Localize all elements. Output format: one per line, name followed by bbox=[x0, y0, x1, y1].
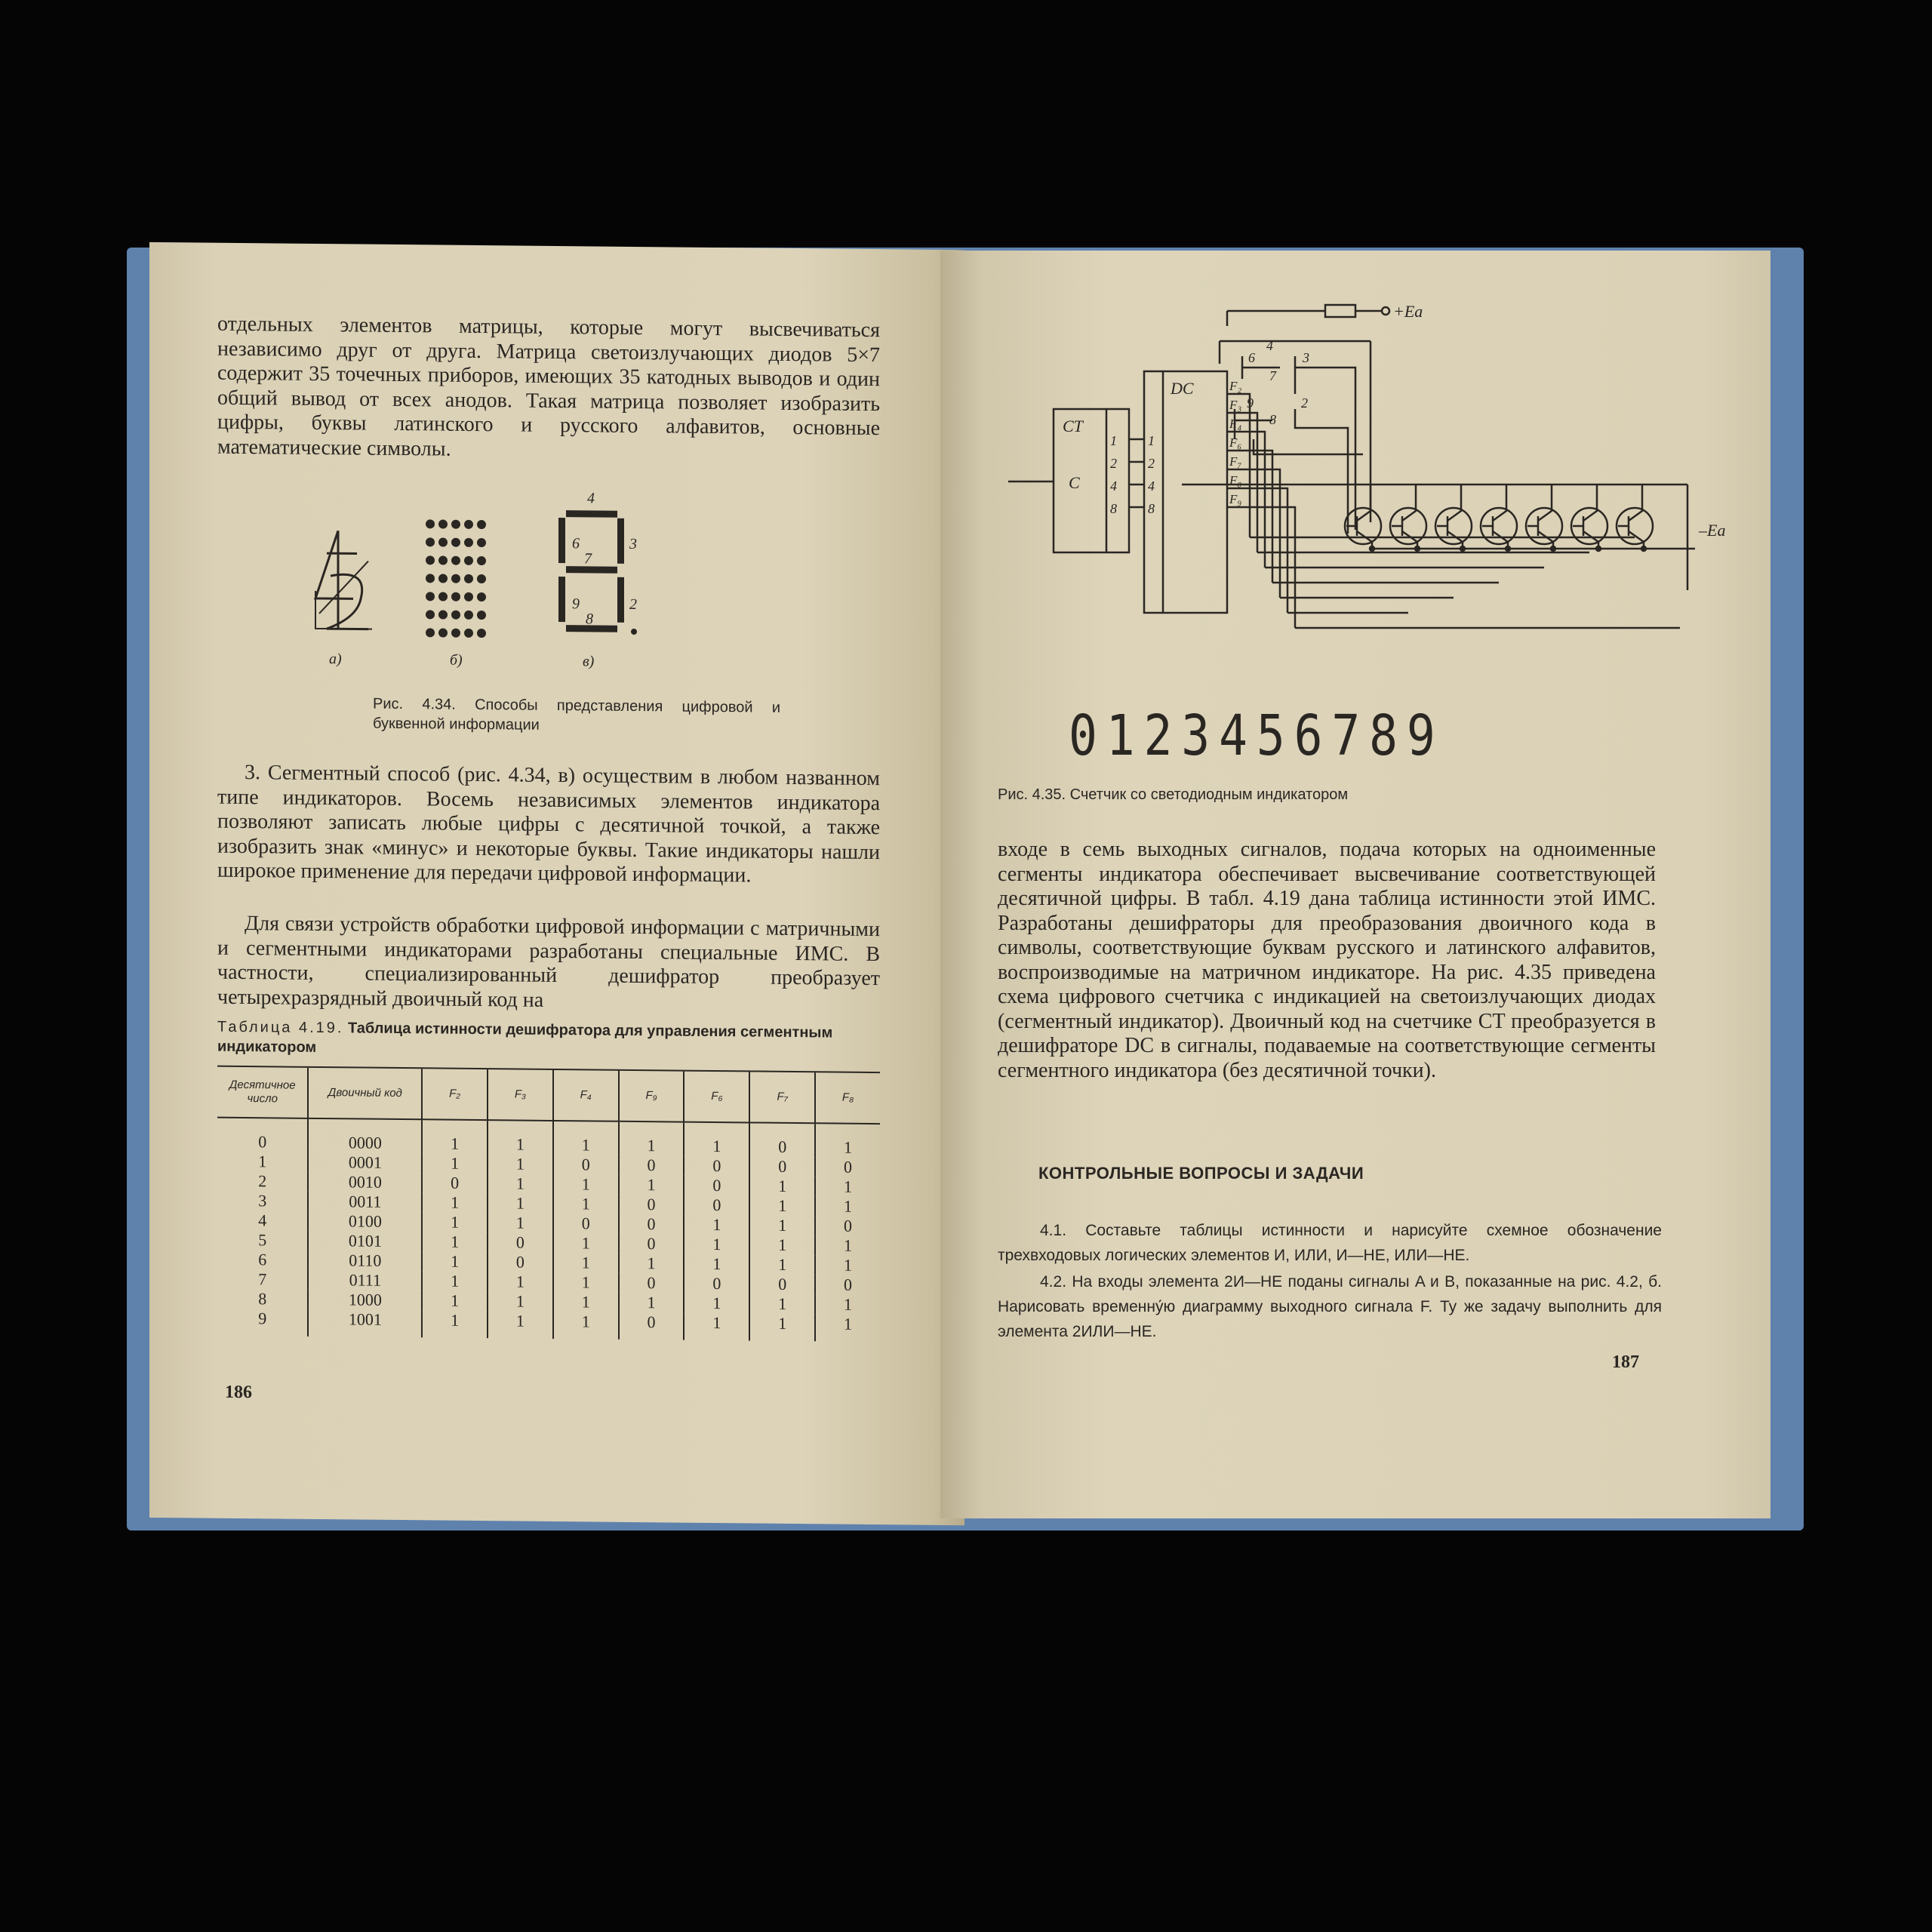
matrix-dot bbox=[464, 629, 473, 638]
table-cell: 1 bbox=[553, 1174, 619, 1195]
dc-input-label: 4 bbox=[1148, 478, 1155, 494]
matrix-dot bbox=[451, 520, 460, 529]
segment-label: 2 bbox=[629, 595, 637, 614]
figure-4-34 bbox=[285, 485, 859, 672]
letter-overlay-drawing bbox=[315, 531, 372, 629]
table-cell: 1 bbox=[422, 1251, 488, 1272]
matrix-dot bbox=[477, 611, 486, 620]
resistor bbox=[1325, 305, 1355, 317]
table-cell: 1 bbox=[684, 1313, 749, 1341]
matrix-dot bbox=[464, 556, 473, 565]
matrix-dot bbox=[426, 628, 435, 637]
table-cell: 1 bbox=[619, 1254, 685, 1274]
seven-segment-digits: 0123456789 bbox=[1069, 703, 1444, 768]
question-4-1-text: 4.1. Составьте таблицы истинности и нарисуйте схемное обозначение трехвходовых логических элементов И, ИЛИ, И—НЕ, ИЛИ—НЕ. bbox=[998, 1222, 1662, 1264]
table-cell: 1 bbox=[488, 1154, 553, 1174]
segment-label: 4 bbox=[1266, 338, 1273, 353]
transistor bbox=[1526, 485, 1562, 551]
table-row bbox=[217, 1309, 880, 1342]
matrix-dot bbox=[464, 592, 473, 601]
table-cell: 1 bbox=[749, 1176, 815, 1196]
table-cell: 1 bbox=[488, 1291, 553, 1312]
matrix-dot bbox=[438, 574, 448, 583]
segment-label: 6 bbox=[1248, 350, 1255, 365]
figure-label-b: б) bbox=[450, 651, 463, 669]
right-paragraph-1-text: входе в семь выходных сигналов, подача которых на одноименные сегменты индикатора обеспечивает высвечивание соответствующей десятичной цифры. В табл. 4.19 дана таблица истинности этой ИМС. Разработаны дешифраторы для преобразования двоичного кода в символы, соответствующие буквам русского и латинского алфавитов, воспроизводимые на матричном индикаторе. На рис. 4.35 приведена схема цифрового счетчика с индикацией на светоизлучающих диодах (сегментный индикатор). Двоичный код на счетчике CT преобразуется в дешифраторе DC в сигналы, подаваемые на соответствующие сегменты сегментного индикатора (без десятичной точки). bbox=[998, 838, 1656, 1082]
table-cell: 0111 bbox=[308, 1270, 422, 1291]
table-cell: 0 bbox=[684, 1176, 749, 1196]
decoder-label: DC bbox=[1171, 379, 1194, 398]
segment-label: 7 bbox=[1269, 368, 1276, 383]
table-cell: 0 bbox=[258, 1132, 267, 1152]
table-cell: 1 bbox=[488, 1193, 553, 1214]
left-page-number: 186 bbox=[225, 1382, 252, 1403]
left-paragraph-1-text: отдельных элементов матрицы, которые могут высвечиваться независимо друг от друга. Матрица светоизлучающих диодов 5×7 содержит 35 точечных приборов, имеющих 35 катодных выводов и один общий вывод от всех анодов. Такая матрица позволяет изобразить цифры, буквы латинского и русского алфавитов, основные математические символы. bbox=[217, 312, 880, 461]
table-cell: 7 bbox=[258, 1269, 267, 1289]
matrix-dot bbox=[438, 592, 448, 601]
table-cell: 1001 bbox=[308, 1309, 422, 1337]
matrix-dot bbox=[426, 537, 435, 546]
table-cell: 1 bbox=[553, 1194, 619, 1214]
segment-label: 9 bbox=[1247, 395, 1254, 411]
table-cell: 1 bbox=[815, 1196, 880, 1217]
dc-input-label: 8 bbox=[1148, 501, 1155, 516]
matrix-dot bbox=[438, 628, 448, 637]
table-cell: 1 bbox=[619, 1121, 685, 1156]
matrix-dot bbox=[438, 555, 448, 565]
table-cell: 0 bbox=[749, 1122, 815, 1157]
matrix-dot bbox=[426, 574, 435, 583]
matrix-dot bbox=[438, 519, 448, 528]
dc-input-label: 1 bbox=[1148, 433, 1155, 448]
table-cell: 0 bbox=[488, 1252, 553, 1272]
table-cell: 0010 bbox=[308, 1172, 422, 1192]
segment-label: 4 bbox=[587, 490, 595, 507]
segment-label: 8 bbox=[586, 611, 593, 628]
table-header-cell: Десятичное число bbox=[229, 1078, 296, 1106]
table-cell: 1 bbox=[553, 1312, 619, 1340]
truth-table-header bbox=[217, 1067, 880, 1124]
matrix-dot bbox=[451, 592, 460, 601]
left-page bbox=[149, 242, 964, 1525]
table-cell: 1 bbox=[684, 1235, 749, 1255]
left-paragraph-2 bbox=[217, 761, 880, 890]
matrix-dot bbox=[464, 574, 473, 583]
table-cell: 1 bbox=[684, 1215, 749, 1235]
matrix-dot bbox=[451, 556, 460, 565]
table-cell: 1 bbox=[553, 1121, 619, 1155]
supply-plus-label: +Eа bbox=[1393, 302, 1423, 321]
table-header-cell: F₄ bbox=[553, 1070, 619, 1121]
table-cell: 5 bbox=[258, 1230, 267, 1250]
transistor bbox=[1617, 485, 1653, 551]
left-paragraph-2-text: 3. Сегментный способ (рис. 4.34, в) осуществим в любом названном типе индикаторов. Восемь независимых элементов индикатора позволяют записать любые цифры с десятичной точкой, а также изобразить знак «минус» и некоторые буквы. Такие индикаторы нашли широкое применение для передачи цифровой информации. bbox=[217, 761, 880, 888]
table-cell: 1 bbox=[815, 1255, 880, 1275]
table-cell: 2 bbox=[258, 1171, 267, 1191]
table-cell: 0 bbox=[619, 1312, 685, 1340]
table-cell: 1 bbox=[422, 1212, 488, 1232]
decoder-block bbox=[1144, 371, 1227, 613]
left-paragraph-3 bbox=[217, 912, 880, 1016]
right-page bbox=[940, 251, 1770, 1518]
matrix-dot bbox=[438, 610, 448, 619]
table-header-cell: F₉ bbox=[619, 1071, 685, 1122]
matrix-dot bbox=[451, 611, 460, 620]
table-cell: 1 bbox=[749, 1215, 815, 1235]
table-cell: 0 bbox=[619, 1273, 685, 1294]
matrix-dot bbox=[451, 538, 460, 547]
table-cell: 1 bbox=[422, 1119, 488, 1154]
table-cell: 0 bbox=[749, 1156, 815, 1177]
table-cell: 1 bbox=[488, 1213, 553, 1233]
table-cell: 1 bbox=[422, 1192, 488, 1213]
table-cell: 1 bbox=[422, 1291, 488, 1311]
table-cell: 1 bbox=[749, 1195, 815, 1216]
questions-heading: КОНТРОЛЬНЫЕ ВОПРОСЫ И ЗАДАЧИ bbox=[1038, 1164, 1364, 1183]
seven-segment-diagram bbox=[558, 510, 637, 635]
table-cell: 6 bbox=[258, 1250, 267, 1269]
table-cell: 3 bbox=[258, 1191, 267, 1211]
segment-label: 9 bbox=[572, 595, 580, 613]
dc-output-label: F₈ bbox=[1229, 473, 1242, 488]
table-cell: 1 bbox=[258, 1152, 267, 1171]
table-cell: 4 bbox=[258, 1211, 267, 1230]
table-cell: 1 bbox=[815, 1314, 880, 1342]
figure-4-34-caption: Рис. 4.34. Способы представления цифровой и буквенной информации bbox=[373, 695, 780, 734]
table-cell: 8 bbox=[258, 1289, 267, 1309]
table-cell: 1 bbox=[488, 1272, 553, 1292]
table-cell: 1 bbox=[553, 1292, 619, 1312]
table-cell: 0 bbox=[619, 1214, 685, 1235]
clock-input-label: C bbox=[1069, 473, 1080, 492]
table-cell: 1 bbox=[749, 1235, 815, 1255]
table-cell: 1 bbox=[619, 1175, 685, 1195]
transistor bbox=[1345, 485, 1381, 551]
table-cell: 0011 bbox=[308, 1192, 422, 1212]
table-cell: 1 bbox=[749, 1313, 815, 1341]
table-cell: 0 bbox=[619, 1155, 685, 1176]
segment-label: 8 bbox=[1269, 412, 1276, 427]
table-cell: 1 bbox=[684, 1122, 749, 1157]
table-cell: 1 bbox=[553, 1233, 619, 1254]
table-cell: 0 bbox=[684, 1274, 749, 1294]
table-cell: 1 bbox=[422, 1232, 488, 1252]
left-paragraph-1 bbox=[217, 312, 880, 466]
table-cell: 1 bbox=[815, 1177, 880, 1197]
table-header-cell: F₂ bbox=[422, 1069, 488, 1120]
transistor bbox=[1390, 485, 1426, 551]
right-paragraph-1 bbox=[998, 838, 1656, 1083]
table-cell: 0 bbox=[684, 1195, 749, 1216]
open-book bbox=[127, 240, 1808, 1531]
transistor bbox=[1435, 485, 1472, 551]
table-cell: 1 bbox=[815, 1123, 880, 1158]
table-cell: 9 bbox=[258, 1309, 267, 1328]
dot-matrix-5x7 bbox=[426, 519, 486, 638]
figure-label-a: а) bbox=[329, 651, 342, 668]
table-cell: 0 bbox=[749, 1274, 815, 1294]
table-cell: 1000 bbox=[308, 1290, 422, 1310]
dc-output-label: F₉ bbox=[1229, 492, 1242, 506]
table-cell: 1 bbox=[749, 1294, 815, 1314]
table-cell: 1 bbox=[488, 1311, 553, 1339]
matrix-dot bbox=[464, 611, 473, 620]
table-cell: 0 bbox=[422, 1173, 488, 1193]
table-cell: 0 bbox=[684, 1156, 749, 1177]
table-cell: 1 bbox=[815, 1294, 880, 1315]
table-cell: 0 bbox=[553, 1214, 619, 1234]
table-cell: 1 bbox=[422, 1271, 488, 1291]
supply-terminal bbox=[1382, 307, 1389, 315]
table-cell: 0 bbox=[815, 1216, 880, 1236]
matrix-dot bbox=[426, 519, 435, 528]
table-4-19-title bbox=[217, 1017, 880, 1063]
question-4-1 bbox=[998, 1218, 1662, 1268]
table-cell: 1 bbox=[488, 1120, 553, 1155]
table-4-19-number: Таблица 4.19. bbox=[217, 1018, 344, 1037]
table-cell: 1 bbox=[553, 1272, 619, 1293]
ct-output-label: 4 bbox=[1110, 478, 1117, 494]
transistor bbox=[1571, 485, 1607, 551]
matrix-dot bbox=[477, 592, 486, 601]
ct-output-label: 8 bbox=[1110, 501, 1117, 516]
matrix-dot bbox=[464, 520, 473, 529]
segment-label: 6 bbox=[572, 535, 580, 552]
matrix-dot bbox=[464, 538, 473, 547]
table-cell: 0100 bbox=[308, 1211, 422, 1232]
right-page-number: 187 bbox=[1612, 1352, 1639, 1372]
table-header-cell: F₃ bbox=[488, 1069, 553, 1121]
matrix-dot bbox=[438, 537, 448, 546]
table-cell: 1 bbox=[553, 1253, 619, 1273]
table-header-cell: Двоичный код bbox=[308, 1068, 422, 1119]
question-4-2-text: 4.2. На входы элемента 2И—НЕ поданы сигналы A и B, показанные на рис. 4.2, б. Нарисовать временну́ю диаграмму выходного сигнала F. Ту же задачу выполнить для элемента 2ИЛИ—НЕ. bbox=[998, 1273, 1662, 1340]
matrix-dot bbox=[426, 592, 435, 601]
table-cell: 1 bbox=[488, 1174, 553, 1194]
matrix-dot bbox=[451, 574, 460, 583]
matrix-dot bbox=[477, 629, 486, 638]
segment-label: 3 bbox=[629, 535, 637, 553]
matrix-dot bbox=[477, 520, 486, 529]
table-cell: 0001 bbox=[308, 1152, 422, 1173]
segment-label: 7 bbox=[584, 550, 592, 568]
matrix-dot bbox=[477, 574, 486, 583]
truth-table-wrapper bbox=[217, 1066, 880, 1342]
table-header-cell: F₈ bbox=[815, 1072, 880, 1124]
ct-output-label: 2 bbox=[1110, 456, 1117, 471]
table-cell: 0 bbox=[815, 1157, 880, 1177]
question-4-2 bbox=[998, 1269, 1662, 1344]
table-cell: 0 bbox=[619, 1234, 685, 1254]
matrix-dot bbox=[477, 556, 486, 565]
dc-input-label: 2 bbox=[1148, 456, 1155, 471]
supply-minus-label: –Eа bbox=[1699, 521, 1726, 540]
truth-table-body bbox=[217, 1118, 880, 1342]
truth-table bbox=[217, 1067, 880, 1342]
table-header-cell: F₆ bbox=[684, 1072, 749, 1123]
table-cell: 1 bbox=[815, 1235, 880, 1256]
table-header-cell: F₇ bbox=[749, 1072, 815, 1123]
table-cell: 1 bbox=[684, 1294, 749, 1314]
left-paragraph-3-text: Для связи устройств обработки цифровой информации с матричными и сегментными индикаторами разработаны специальные ИМС. В частности, специализированный дешифратор преобразует четырехразрядный двоичный код на bbox=[217, 912, 880, 1012]
table-4-19-title-text: Таблица истинности дешифратора для управления сегментным индикатором bbox=[217, 1020, 833, 1056]
transistor bbox=[1481, 485, 1517, 551]
table-cell: 1 bbox=[684, 1254, 749, 1275]
figure-4-35-circuit bbox=[993, 296, 1748, 643]
dc-output-label: F₄ bbox=[1229, 417, 1242, 431]
table-cell: 0101 bbox=[308, 1231, 422, 1251]
table-cell: 1 bbox=[619, 1293, 685, 1313]
segment-label: 3 bbox=[1303, 350, 1309, 365]
table-cell: 0 bbox=[488, 1232, 553, 1253]
table-cell: 1 bbox=[749, 1254, 815, 1275]
segment-label: 2 bbox=[1301, 395, 1308, 411]
matrix-dot bbox=[477, 538, 486, 547]
table-cell: 0 bbox=[553, 1155, 619, 1175]
figure-label-c: в) bbox=[583, 653, 595, 670]
dc-output-label: F₆ bbox=[1229, 435, 1242, 450]
table-cell: 0 bbox=[619, 1195, 685, 1215]
matrix-dot bbox=[426, 610, 435, 619]
table-cell: 0000 bbox=[308, 1118, 422, 1153]
table-cell: 1 bbox=[422, 1153, 488, 1174]
dc-output-label: F₃ bbox=[1229, 398, 1242, 412]
table-cell: 0110 bbox=[308, 1251, 422, 1271]
table-cell: 1 bbox=[422, 1310, 488, 1338]
dc-output-label: F₇ bbox=[1229, 454, 1242, 469]
dc-output-label: F₂ bbox=[1229, 379, 1242, 393]
ct-output-label: 1 bbox=[1110, 433, 1117, 448]
matrix-dot bbox=[426, 555, 435, 565]
counter-label: CT bbox=[1063, 417, 1083, 435]
matrix-dot bbox=[451, 629, 460, 638]
table-cell: 0 bbox=[815, 1275, 880, 1295]
figure-4-35-caption: Рис. 4.35. Счетчик со светодиодным индикатором bbox=[998, 786, 1349, 803]
